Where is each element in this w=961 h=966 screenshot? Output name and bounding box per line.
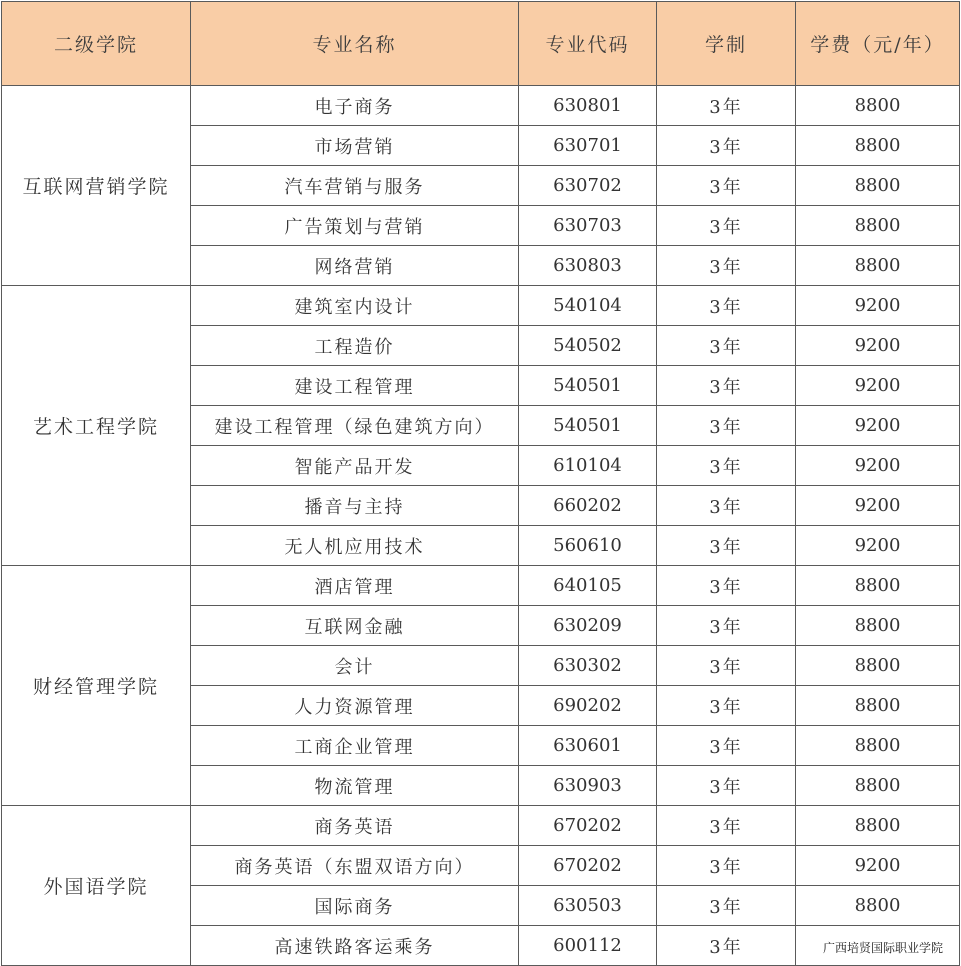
code-cell: 630803 [519, 246, 657, 286]
table-header [2, 2, 960, 86]
duration-cell: 3年 [657, 246, 796, 286]
code-cell: 630302 [519, 646, 657, 686]
code-cell: 540502 [519, 326, 657, 366]
table-body [2, 86, 960, 966]
fee-cell: 8800 [796, 686, 960, 726]
duration-cell: 3年 [657, 86, 796, 126]
fee-cell: 9200 [796, 366, 960, 406]
header-fee: 学费（元/年） [796, 2, 960, 86]
duration-cell: 3年 [657, 366, 796, 406]
fee-cell: 8800 [796, 726, 960, 766]
college-cell: 外国语学院 [2, 806, 191, 966]
fee-cell: 9200 [796, 526, 960, 566]
duration-cell: 3年 [657, 726, 796, 766]
duration-cell: 3年 [657, 206, 796, 246]
duration-cell: 3年 [657, 686, 796, 726]
code-cell: 630702 [519, 166, 657, 206]
fee-cell: 8800 [796, 646, 960, 686]
fee-cell: 9200 [796, 406, 960, 446]
major-cell: 无人机应用技术 [191, 526, 519, 566]
college-cell: 艺术工程学院 [2, 286, 191, 566]
major-cell: 建设工程管理 [191, 366, 519, 406]
header-code: 专业代码 [519, 2, 657, 86]
table-row [2, 286, 960, 326]
fee-cell: 8800 [796, 206, 960, 246]
header-major: 专业名称 [191, 2, 519, 86]
duration-cell: 3年 [657, 526, 796, 566]
table-row [2, 86, 960, 126]
major-cell: 建筑室内设计 [191, 286, 519, 326]
code-cell: 600112 [519, 926, 657, 966]
fee-cell: 9200 [796, 326, 960, 366]
code-cell: 670202 [519, 806, 657, 846]
duration-cell: 3年 [657, 166, 796, 206]
code-cell: 540501 [519, 366, 657, 406]
header-duration: 学制 [657, 2, 796, 86]
college-cell: 财经管理学院 [2, 566, 191, 806]
code-cell: 540501 [519, 406, 657, 446]
major-cell: 会计 [191, 646, 519, 686]
major-cell: 智能产品开发 [191, 446, 519, 486]
duration-cell: 3年 [657, 766, 796, 806]
duration-cell: 3年 [657, 566, 796, 606]
table-row [2, 566, 960, 606]
major-cell: 市场营销 [191, 126, 519, 166]
code-cell: 690202 [519, 686, 657, 726]
major-cell: 工商企业管理 [191, 726, 519, 766]
duration-cell: 3年 [657, 646, 796, 686]
major-cell: 商务英语 [191, 806, 519, 846]
duration-cell: 3年 [657, 126, 796, 166]
fee-cell: 8800 [796, 766, 960, 806]
duration-cell: 3年 [657, 486, 796, 526]
major-cell: 物流管理 [191, 766, 519, 806]
duration-cell: 3年 [657, 806, 796, 846]
code-cell: 630503 [519, 886, 657, 926]
fee-cell: 8800 [796, 166, 960, 206]
major-cell: 酒店管理 [191, 566, 519, 606]
code-cell: 640105 [519, 566, 657, 606]
fee-cell: 8800 [796, 86, 960, 126]
fee-cell: 8800 [796, 246, 960, 286]
fee-cell: 9200 [796, 486, 960, 526]
major-cell: 播音与主持 [191, 486, 519, 526]
college-cell: 互联网营销学院 [2, 86, 191, 286]
code-cell: 630701 [519, 126, 657, 166]
duration-cell: 3年 [657, 926, 796, 966]
code-cell: 560610 [519, 526, 657, 566]
header-row [2, 2, 960, 86]
code-cell: 630209 [519, 606, 657, 646]
major-cell: 广告策划与营销 [191, 206, 519, 246]
code-cell: 630703 [519, 206, 657, 246]
fee-cell: 9200 [796, 286, 960, 326]
duration-cell: 3年 [657, 326, 796, 366]
duration-cell: 3年 [657, 886, 796, 926]
fee-cell: 8800 [796, 806, 960, 846]
code-cell: 540104 [519, 286, 657, 326]
duration-cell: 3年 [657, 846, 796, 886]
major-cell: 高速铁路客运乘务 [191, 926, 519, 966]
duration-cell: 3年 [657, 406, 796, 446]
major-cell: 工程造价 [191, 326, 519, 366]
major-cell: 电子商务 [191, 86, 519, 126]
fee-cell: 8800 [796, 606, 960, 646]
watermark: 广西培贤国际职业学院 [822, 941, 943, 955]
major-cell: 互联网金融 [191, 606, 519, 646]
code-cell: 670202 [519, 846, 657, 886]
major-cell: 商务英语（东盟双语方向） [191, 846, 519, 886]
code-cell: 630903 [519, 766, 657, 806]
code-cell: 610104 [519, 446, 657, 486]
fee-cell: 9200 [796, 446, 960, 486]
fee-cell: 8800 [796, 126, 960, 166]
fee-cell: 9200 [796, 846, 960, 886]
duration-cell: 3年 [657, 446, 796, 486]
fee-cell: 8800 [796, 566, 960, 606]
duration-cell: 3年 [657, 286, 796, 326]
code-cell: 630601 [519, 726, 657, 766]
code-cell: 660202 [519, 486, 657, 526]
major-cell: 网络营销 [191, 246, 519, 286]
code-cell: 630801 [519, 86, 657, 126]
major-cell: 建设工程管理（绿色建筑方向） [191, 406, 519, 446]
fee-cell: 8800 [796, 886, 960, 926]
major-cell: 人力资源管理 [191, 686, 519, 726]
duration-cell: 3年 [657, 606, 796, 646]
table-row [2, 806, 960, 846]
tuition-table [1, 1, 960, 966]
major-cell: 国际商务 [191, 886, 519, 926]
header-college: 二级学院 [2, 2, 191, 86]
major-cell: 汽车营销与服务 [191, 166, 519, 206]
